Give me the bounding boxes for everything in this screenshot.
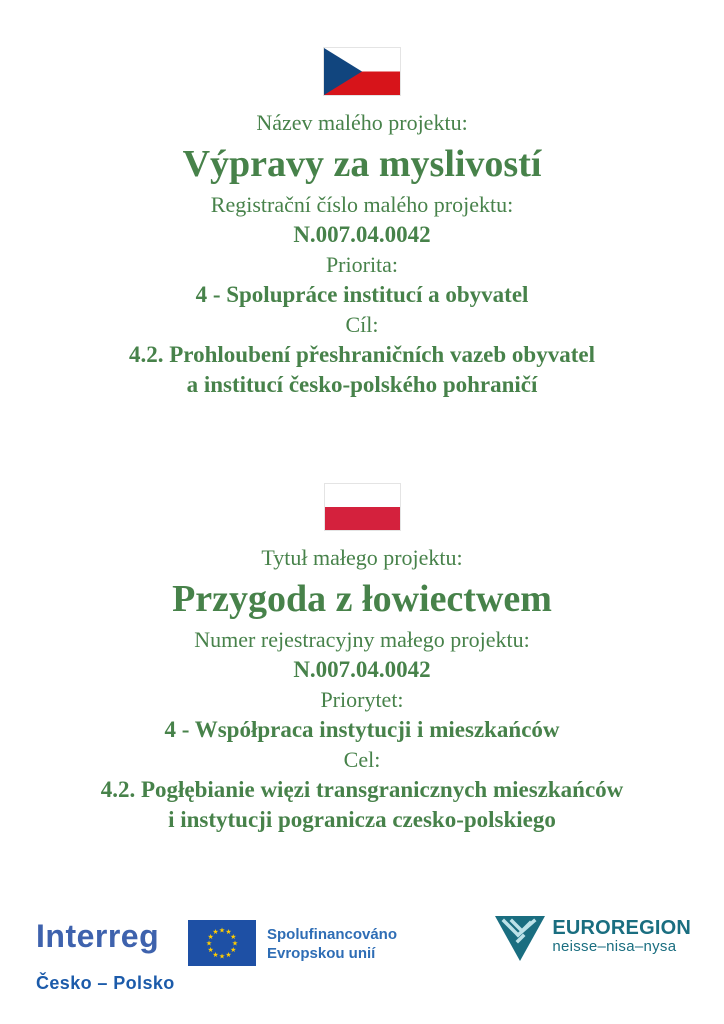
euroregion-triangle-icon <box>495 916 545 961</box>
interreg-logo <box>36 920 175 992</box>
czech-name-label: Název malého projektu: <box>256 110 468 135</box>
czech-goal-value <box>0 340 724 400</box>
eu-text-line-1: Spolufinancováno <box>267 926 398 943</box>
polish-reg-number: N.007.04.0042 <box>293 657 431 682</box>
polish-section <box>0 484 724 835</box>
czech-flag-icon <box>324 48 400 95</box>
interreg-program-label: Česko – Polsko <box>36 973 175 993</box>
czech-priority-value: 4 - Spolupráce institucí a obyvatel <box>195 282 529 307</box>
eu-flag-icon <box>188 920 256 966</box>
polish-goal-line-2: i instytucji pogranicza czesko-polskiego <box>168 807 556 832</box>
polish-goal-line-1: 4.2. Pogłębianie więzi transgranicznych mieszkańców <box>100 777 624 802</box>
polish-goal-value <box>0 775 724 835</box>
svg-text:★: ★ <box>230 933 237 941</box>
czech-goal-line-1: 4.2. Prohloubení přeshraničních vazeb obyvatel <box>129 342 595 367</box>
euroregion-text <box>552 916 691 955</box>
svg-text:★: ★ <box>207 946 214 954</box>
polish-project-title: Przygoda z łowiectwem <box>172 578 552 620</box>
svg-text:★: ★ <box>231 939 239 948</box>
euroregion-logo <box>495 916 691 961</box>
czech-goal-line-2: a institucí česko-polského pohraničí <box>186 372 538 397</box>
eu-text-line-2: Evropskou unií <box>267 945 376 962</box>
svg-text:★: ★ <box>212 950 219 959</box>
polish-reg-label: Numer rejestracyjny małego projektu: <box>194 627 530 652</box>
svg-text:★: ★ <box>225 928 232 937</box>
svg-text:★: ★ <box>207 933 214 941</box>
polish-priority-label: Priorytet: <box>320 687 404 712</box>
polish-priority-value: 4 - Współpraca instytucji i mieszkańców <box>164 717 560 742</box>
euroregion-subtitle: neisse–nisa–nysa <box>552 938 677 955</box>
svg-text:★: ★ <box>230 946 237 954</box>
czech-section <box>0 0 724 400</box>
svg-text:★: ★ <box>205 939 213 948</box>
svg-text:★: ★ <box>218 952 226 961</box>
czech-reg-label: Registrační číslo malého projektu: <box>210 192 514 217</box>
czech-priority-label: Priorita: <box>325 252 399 277</box>
interreg-wordmark: Interreg <box>36 918 160 954</box>
eu-cofinancing-logo <box>188 920 397 966</box>
footer-logos <box>0 898 724 1024</box>
polish-flag-icon <box>325 484 400 530</box>
euroregion-name: EUROREGION <box>552 917 691 939</box>
svg-text:★: ★ <box>218 926 226 935</box>
eu-cofinancing-text <box>267 920 397 966</box>
svg-text:★: ★ <box>212 928 219 937</box>
svg-text:★: ★ <box>225 950 232 959</box>
polish-name-label: Tytuł małego projektu: <box>261 545 463 570</box>
polish-goal-label: Cel: <box>343 747 381 772</box>
czech-reg-number: N.007.04.0042 <box>293 222 431 247</box>
czech-project-title: Výpravy za myslivostí <box>182 143 542 185</box>
czech-goal-label: Cíl: <box>345 312 379 337</box>
